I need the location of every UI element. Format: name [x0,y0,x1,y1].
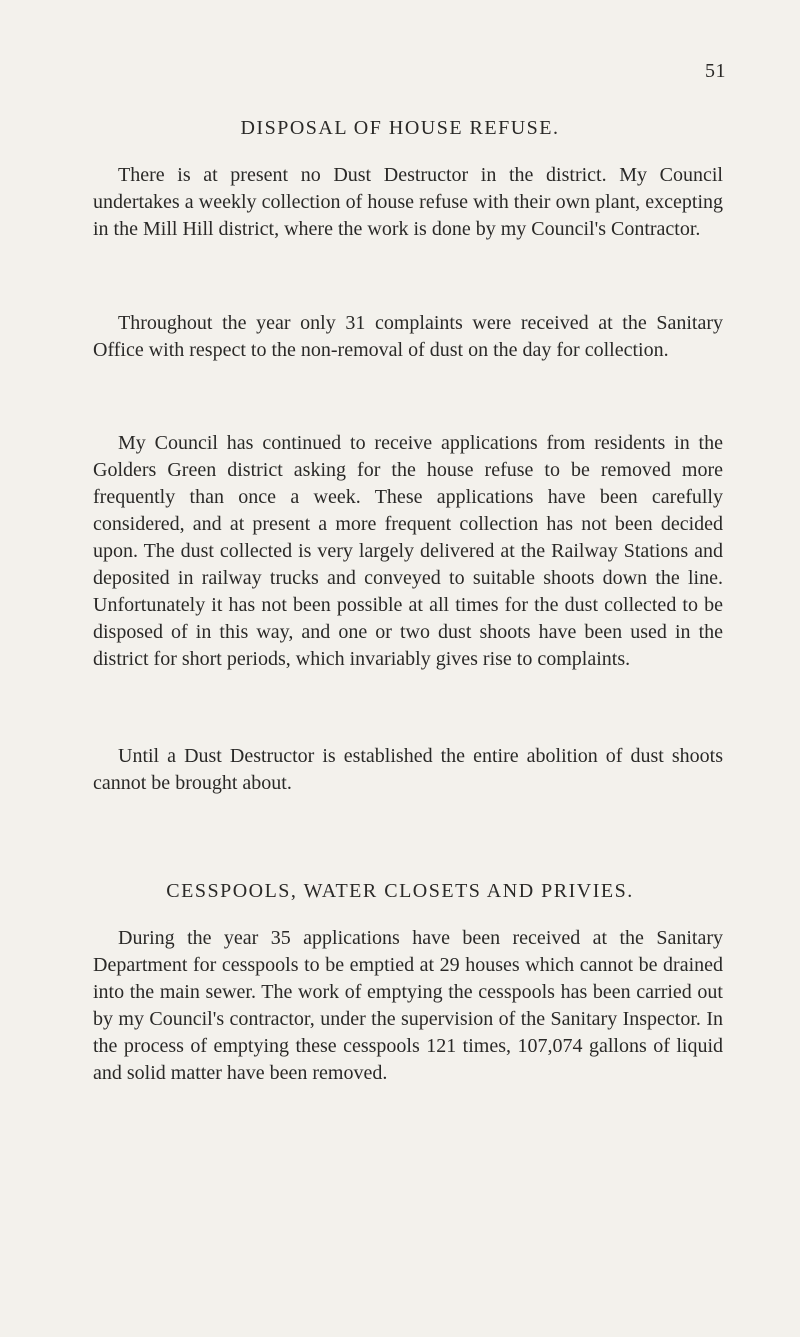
paragraph: During the year 35 applications have been received at the Sanitary Department for cesspools to be emptied at 29 houses which cannot be drained into the main sewer. The work of emptying the cesspools has been carried out by my Council's contractor, under the supervision of the Sanitary Inspector. In the process of emptying these cesspools 121 times, 107,074 gallons of liquid and solid matter have been removed. [93,927,723,1084]
section-heading-house-refuse: DISPOSAL OF HOUSE REFUSE. [240,117,560,139]
paragraph: Until a Dust Destructor is established the entire abolition of dust shoots cannot be brought about. [93,745,723,794]
page-number: 51 [705,60,726,82]
paragraph: Throughout the year only 31 complaints were received at the Sanitary Office with respect to the non-removal of dust on the day for collection. [93,312,723,361]
paragraph: My Council has continued to receive applications from residents in the Golders Green district asking for the house refuse to be removed more frequently than once a week. These applications have been carefully considered, and at present a more frequent collection has not been decided upon. The dust collected is very largely delivered at the Railway Stations and deposited in railway trucks and conveyed to suitable shoots down the line. Unfortunately it has not been possible at all times for the dust collected to be disposed of in this way, and one or two dust shoots have been used in the district for short periods, which invariably gives rise to complaints. [93,432,723,670]
section-heading-cesspools: CESSPOOLS, WATER CLOSETS AND PRIVIES. [166,880,634,902]
paragraph: There is at present no Dust Destructor in the district. My Council undertakes a weekly collection of house refuse with their own plant, excepting in the Mill Hill district, where the work is done by my Council's Contractor. [93,164,723,240]
